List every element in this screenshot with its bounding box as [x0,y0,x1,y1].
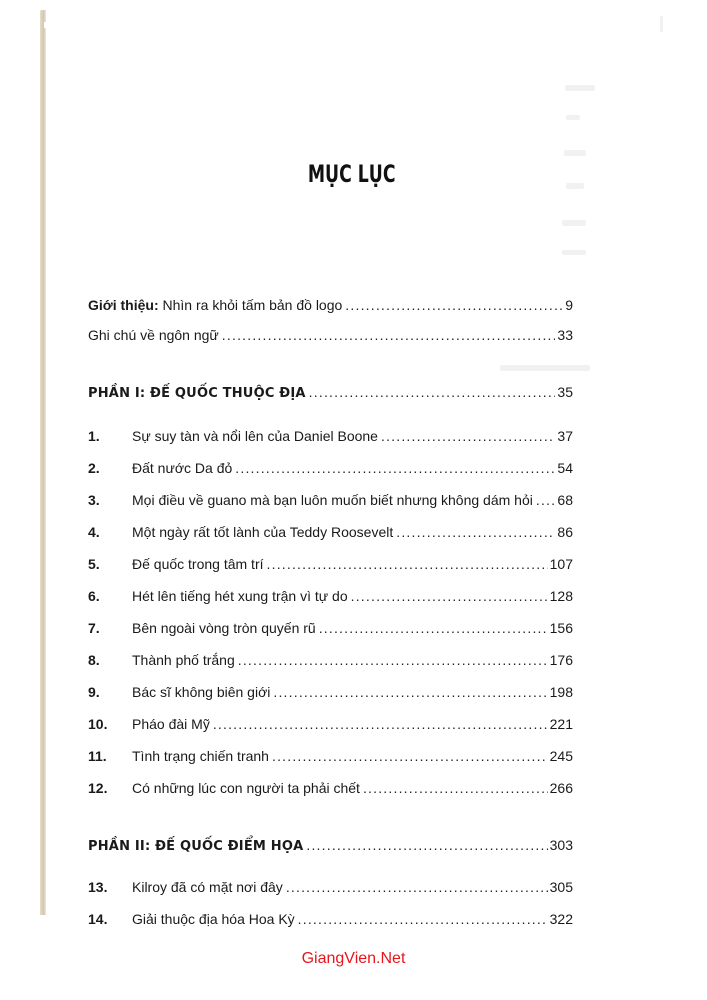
toc-chapter-2[interactable] [88,459,573,477]
chapter-number: 11. [88,748,107,764]
chapter-title: Bác sĩ không biên giới [132,684,271,700]
page-number: 176 [549,652,573,668]
dot-leader [306,836,547,854]
show-through-mark [566,115,580,120]
page-edge-notch [44,22,48,28]
chapter-number: 9. [88,684,100,700]
page-number: 9 [565,297,573,313]
page-title: MỤC LỤC [307,160,396,188]
toc-chapter-5[interactable] [88,555,573,573]
toc-chapter-10[interactable] [88,715,573,733]
chapter-number: 4. [88,524,100,540]
chapter-title: Bên ngoài vòng tròn quyến rũ [132,620,316,636]
show-through-mark [564,150,586,156]
page-number: 128 [549,588,573,604]
chapter-number: 5. [88,556,100,572]
entry-label: Ghi chú về ngôn ngữ [88,327,219,343]
dot-leader [351,587,548,605]
chapter-title: Mọi điều về guano mà bạn luôn muốn biết nhưng không dám hỏi [132,492,533,508]
book-page-edge [40,10,46,915]
toc-chapter-11[interactable] [88,747,573,765]
toc-chapter-14[interactable] [88,910,573,928]
part-title: PHẦN I: ĐẾ QUỐC THUỘC ĐỊA [88,386,306,401]
toc-chapter-9[interactable] [88,683,573,701]
show-through-mark [562,220,586,226]
toc-chapter-3[interactable] [88,491,573,509]
chapter-title: Kilroy đã có mặt nơi đây [132,879,283,895]
dot-leader [238,651,548,669]
watermark-link[interactable]: GiangVien.Net [301,950,406,967]
chapter-number: 8. [88,652,100,668]
page-number: 86 [557,524,573,540]
show-through-mark [565,85,595,91]
entry-label: Giới thiệu: Nhìn ra khỏi tấm bản đồ logo [88,297,343,313]
page-number: 245 [549,748,573,764]
chapter-number: 1. [88,428,100,444]
chapter-number: 6. [88,588,100,604]
dot-leader [298,910,548,928]
page-number: 107 [549,556,573,572]
page-number: 266 [549,780,573,796]
page-number: 198 [549,684,573,700]
chapter-title: Giải thuộc địa hóa Hoa Kỳ [132,911,295,927]
toc-chapter-6[interactable] [88,587,573,605]
dot-leader [319,619,548,637]
dot-leader [272,747,548,765]
dot-leader [286,878,548,896]
page-number: 54 [557,460,573,476]
chapter-title: Đất nước Da đỏ [132,460,233,476]
page-number: 68 [557,492,573,508]
part-title: PHẦN II: ĐẾ QUỐC ĐIỂM HỌA [88,839,304,854]
chapter-number: 10. [88,716,108,732]
dot-leader [309,383,556,401]
page-number: 305 [549,879,573,895]
toc-chapter-7[interactable] [88,619,573,637]
page-number: 221 [549,716,573,732]
dot-leader [213,715,548,733]
chapter-number: 12. [88,780,108,796]
show-through-mark [562,250,586,255]
dot-leader [536,491,556,509]
chapter-title: Có những lúc con người ta phải chết [132,780,360,796]
toc-chapter-8[interactable] [88,651,573,669]
chapter-title: Một ngày rất tốt lành của Teddy Roosevelt [132,524,394,540]
toc-chapter-13[interactable] [88,878,573,896]
page-number: 35 [557,384,573,400]
chapter-number: 3. [88,492,100,508]
entry-label-bold: Giới thiệu: [88,297,159,313]
dot-leader [267,555,548,573]
chapter-number: 13. [88,879,108,895]
dot-leader [273,683,547,701]
page-number: 322 [549,911,573,927]
dot-leader [363,779,548,797]
chapter-title: Tình trạng chiến tranh [132,748,269,764]
toc-chapter-1[interactable] [88,427,573,445]
toc-chapter-4[interactable] [88,523,573,541]
toc-part-2[interactable] [88,836,573,856]
page-number: 156 [549,620,573,636]
chapter-number: 14. [88,911,108,927]
page-number: 303 [549,837,573,853]
chapter-title: Sự suy tàn và nổi lên của Daniel Boone [132,428,378,444]
show-through-mark [500,365,590,371]
dot-leader [396,523,555,541]
chapter-title: Đế quốc trong tâm trí [132,556,264,572]
chapter-title: Thành phố trắng [132,652,235,668]
show-through-mark [660,16,663,32]
toc-entry-language-note[interactable] [88,326,573,344]
page-number: 33 [557,327,573,343]
chapter-title: Hét lên tiếng hét xung trận vì tự do [132,588,348,604]
toc-entry-introduction[interactable] [88,296,573,314]
dot-leader [222,326,556,344]
chapter-number: 2. [88,460,100,476]
dot-leader [381,427,555,445]
chapter-number: 7. [88,620,100,636]
toc-part-1[interactable] [88,383,573,403]
dot-leader [345,296,563,314]
chapter-title: Pháo đài Mỹ [132,716,210,732]
dot-leader [235,459,555,477]
page-number: 37 [557,428,573,444]
toc-chapter-12[interactable] [88,779,573,797]
